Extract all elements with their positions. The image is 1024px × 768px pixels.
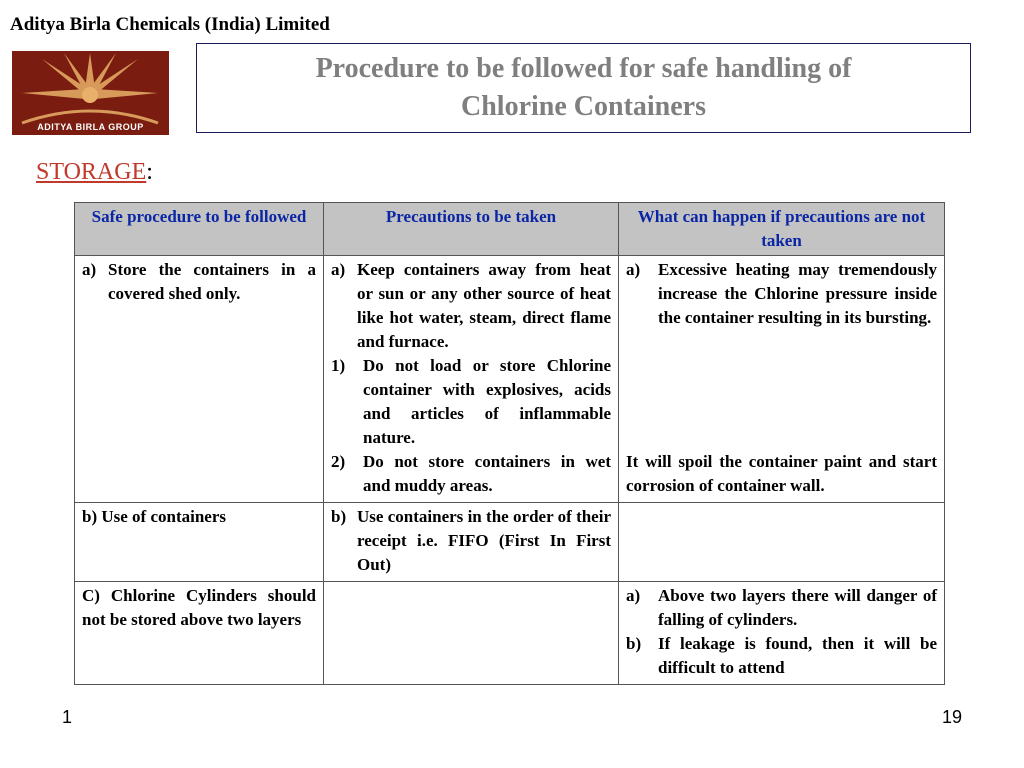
list-item [82,258,316,306]
section-heading [36,159,153,186]
list-item [331,505,611,577]
aditya-birla-logo [12,51,169,135]
table-row [75,503,945,582]
section-label: STORAGE [36,159,147,185]
row2-precautions-cell [324,503,619,582]
table-header-row [75,203,945,256]
list-marker: a) [331,260,346,279]
list-item [331,258,611,354]
list-item [626,632,937,680]
header-precautions: Precautions to be taken [324,203,619,256]
page-number: 19 [942,707,963,727]
list-marker: a) [82,260,97,279]
list-text: Above two layers there will danger of falling of cylinders. [658,586,937,629]
list-text: Keep containers away from heat or sun or any other source of heat like hot water, steam, direct flame and furnace. [357,260,611,351]
section-colon: : [146,159,153,185]
list-text: Excessive heating may tremendously increase the Chlorine pressure inside the container resulting in its bursting. [658,260,937,327]
list-item [626,258,937,330]
list-marker: 1) [331,356,346,375]
page-title [316,50,852,126]
row1-precautions-cell [324,256,619,503]
footer-left-number: 1 [62,707,73,727]
table-row [75,256,945,503]
row3-procedure-cell: C) Chlorine Cylinders should not be stored above two layers [75,582,324,685]
list-marker: b) [626,634,642,653]
row2-consequences-cell [619,503,945,582]
list-item [626,584,937,632]
header-safe-procedure: Safe procedure to be followed [75,203,324,256]
header-consequences: What can happen if precautions are not taken [619,203,945,256]
title-line-1: Procedure to be followed for safe handling of [315,53,852,84]
company-name: Aditya Birla Chemicals (India) Limited [10,14,330,35]
spacer [626,330,937,450]
title-box [196,43,971,133]
list-text: Store the containers in a covered shed only. [108,260,316,303]
procedure-table [74,202,945,685]
list-item [331,354,611,450]
list-text: Do not load or store Chlorine container with explosives, acids and articles of inflammable nature. [363,356,611,447]
table-row [75,582,945,685]
row3-precautions-cell [324,582,619,685]
list-marker: a) [626,586,641,605]
title-line-2: Chlorine Containers [461,91,706,122]
list-item [331,450,611,498]
row3-consequences-cell [619,582,945,685]
list-marker: b) [331,507,347,526]
list-text: If leakage is found, then it will be difficult to attend [658,634,937,677]
consequence-note: It will spoil the container paint and start corrosion of container wall. [626,452,937,495]
row1-consequences-cell [619,256,945,503]
list-marker: 2) [331,452,346,471]
logo-text: ADITYA BIRLA GROUP [37,122,144,132]
row2-procedure-cell: b) Use of containers [75,503,324,582]
list-text: Do not store containers in wet and muddy areas. [363,452,611,495]
list-text: Use containers in the order of their receipt i.e. FIFO (First In First Out) [357,507,611,574]
row1-procedure-cell [75,256,324,503]
list-marker: a) [626,260,641,279]
